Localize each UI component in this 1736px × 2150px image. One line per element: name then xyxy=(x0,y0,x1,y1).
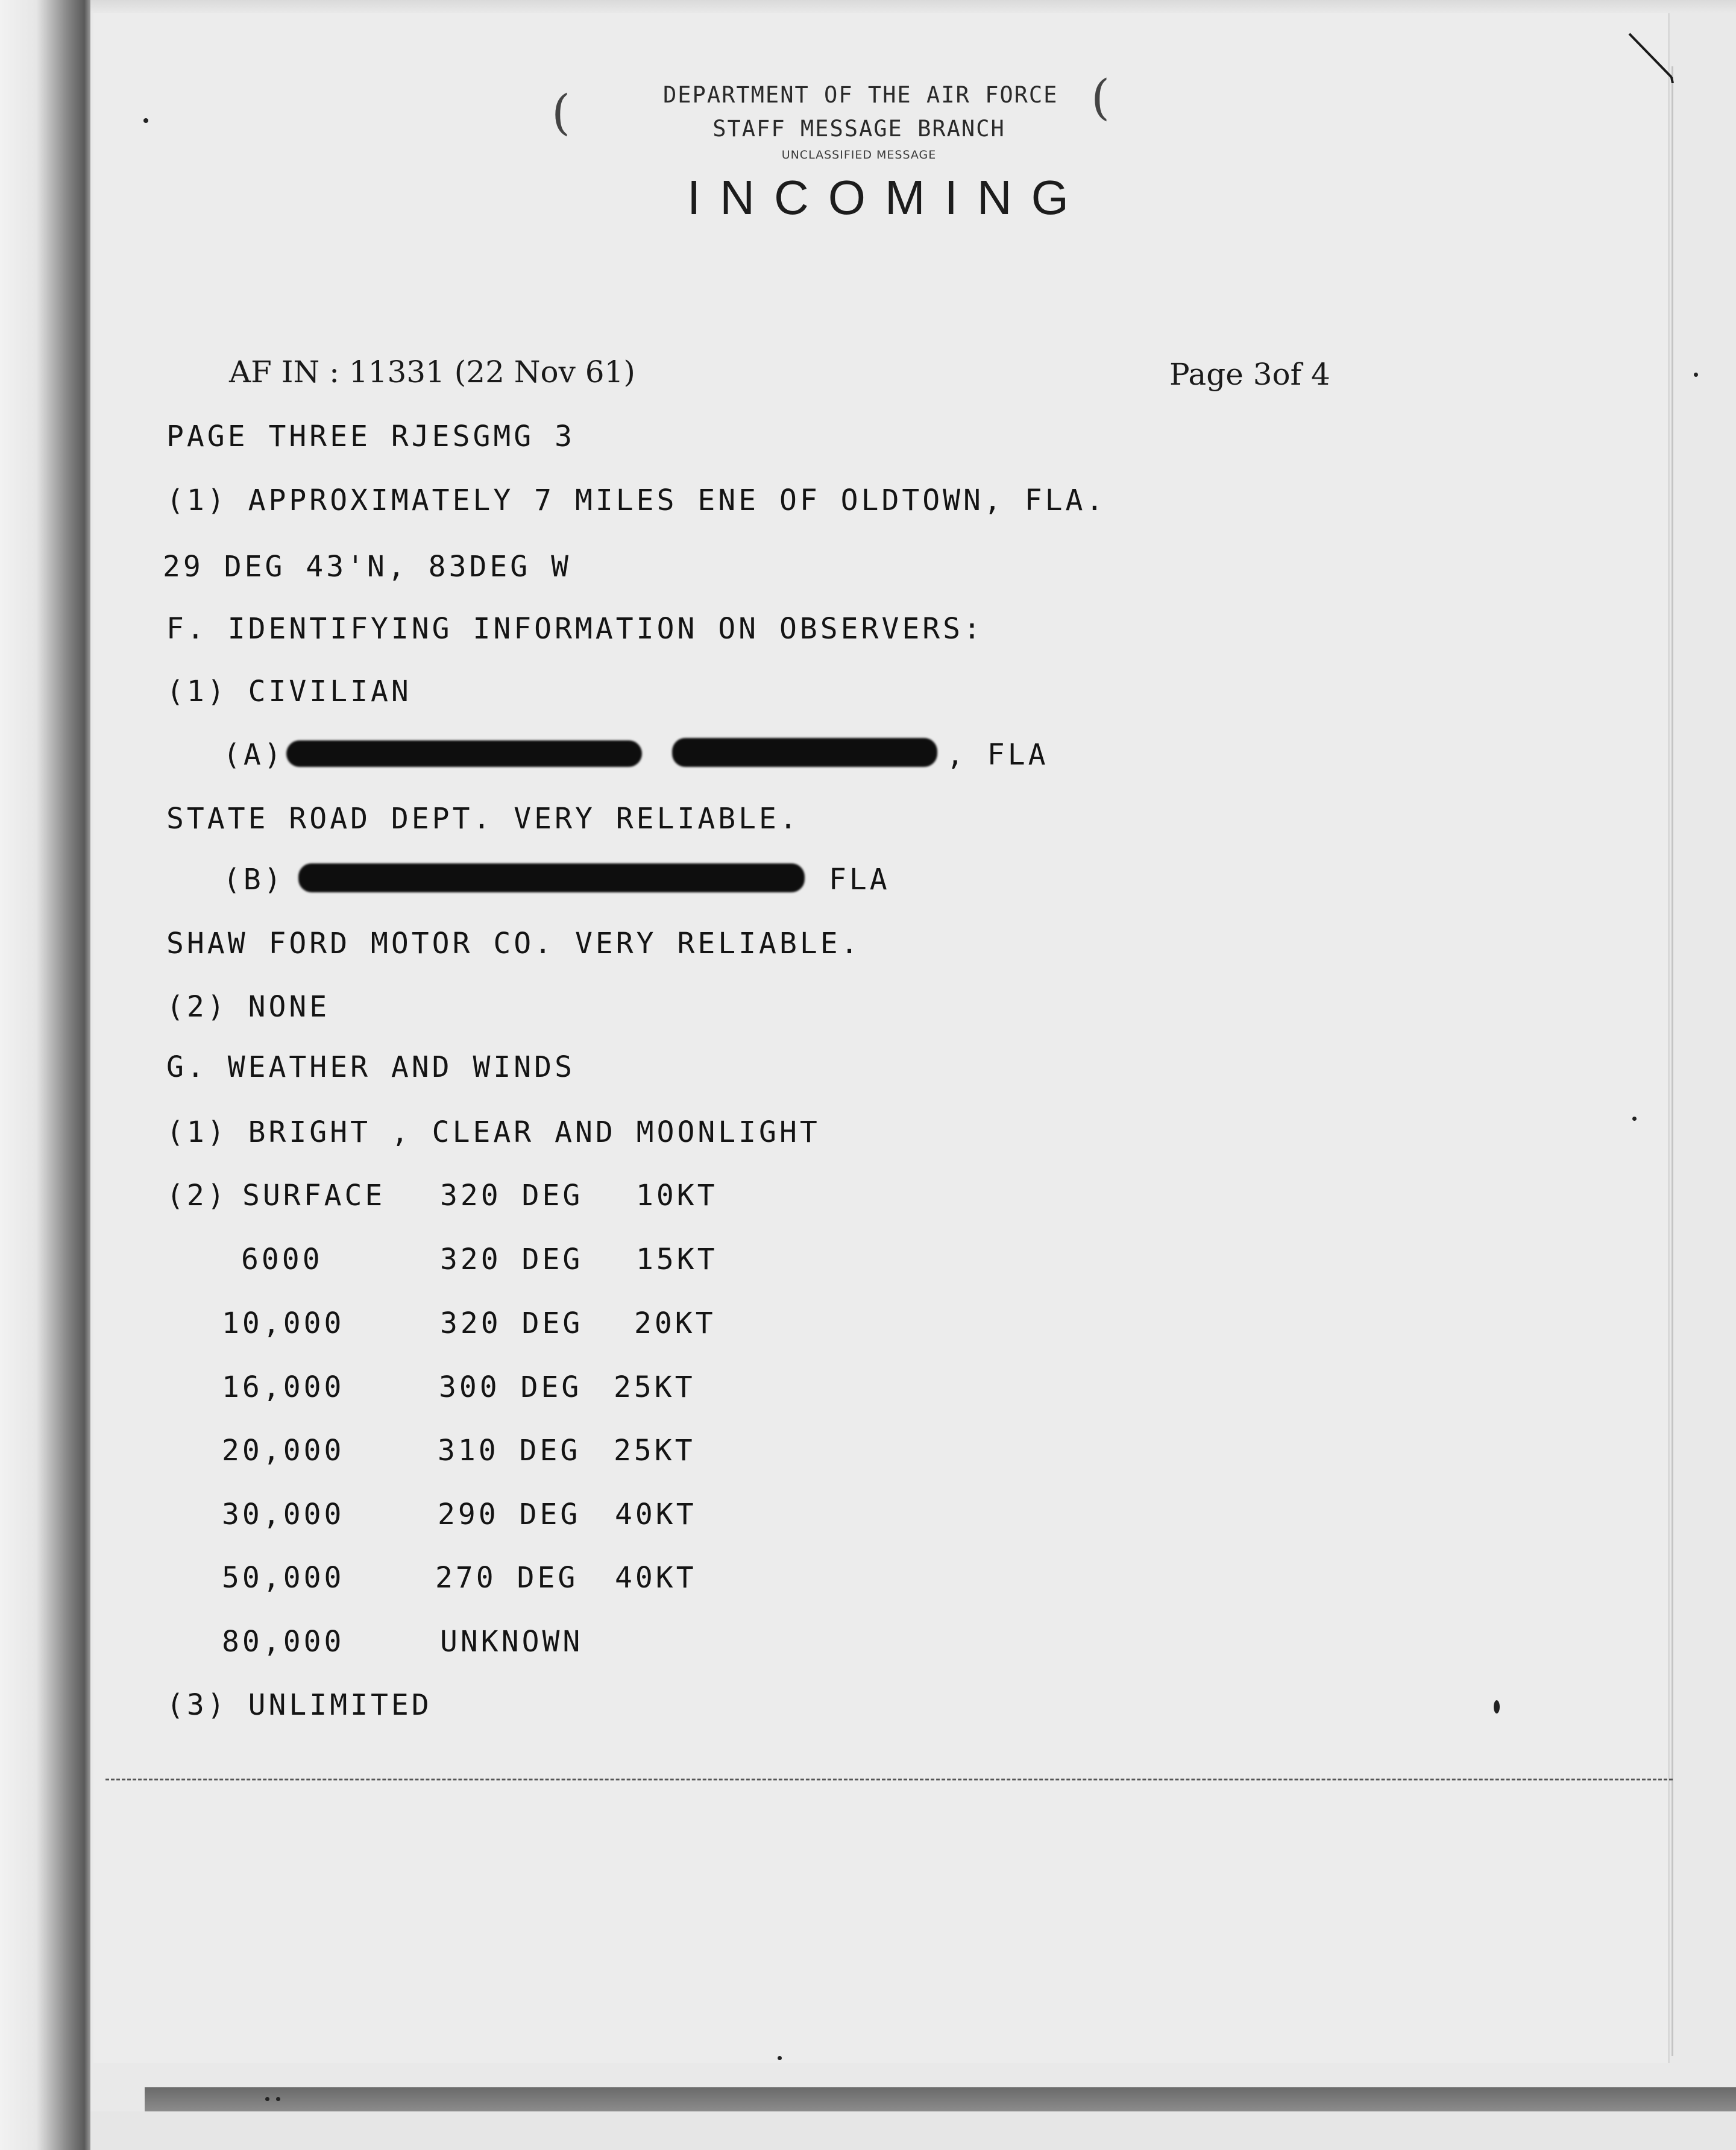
wind-altitude: 6000 xyxy=(241,1243,323,1276)
classification-label: UNCLASSIFIED MESSAGE xyxy=(781,148,937,162)
wind-altitude: 80,000 xyxy=(222,1625,345,1659)
location-line: (1) APPROXIMATELY 7 MILES ENE OF OLDTOWN, FLA. xyxy=(166,484,1107,517)
wind-row xyxy=(0,1241,844,1278)
wind-speed: 10KT xyxy=(636,1179,718,1212)
wind-speed: 25KT xyxy=(614,1370,696,1404)
message-header xyxy=(663,78,1058,164)
wind-altitude: SURFACE xyxy=(242,1179,386,1212)
observer-a-employer: STATE ROAD DEPT. VERY RELIABLE. xyxy=(166,802,800,836)
wind-speed: 25KT xyxy=(614,1434,696,1467)
wind-direction: UNKNOWN xyxy=(440,1625,583,1659)
wind-direction: 270 DEG xyxy=(435,1561,579,1595)
wind-row xyxy=(0,1177,844,1214)
wind-altitude: 20,000 xyxy=(222,1434,345,1467)
scan-speck xyxy=(1632,1117,1637,1121)
wind-altitude: 30,000 xyxy=(222,1498,345,1531)
wind-row xyxy=(0,1496,844,1533)
wind-speed: 40KT xyxy=(615,1498,697,1531)
section-f-heading: F. IDENTIFYING INFORMATION ON OBSERVERS: xyxy=(166,612,984,646)
wind-speed: 40KT xyxy=(615,1561,697,1595)
corner-fold-mark xyxy=(1624,29,1679,83)
wind-direction: 310 DEG xyxy=(438,1434,581,1467)
scan-bottom-area xyxy=(90,2111,1736,2150)
page-right-edge xyxy=(1672,66,1673,2056)
wind-row xyxy=(0,1433,844,1469)
afin-reference: AF IN : 11331 (22 Nov 61) xyxy=(229,355,635,389)
tear-line xyxy=(105,1779,1673,1780)
sky-conditions-line: (1) BRIGHT , CLEAR AND MOONLIGHT xyxy=(166,1115,820,1149)
wind-altitude: 10,000 xyxy=(222,1307,345,1340)
other-observers-line: (2) NONE xyxy=(166,990,330,1024)
scan-speck xyxy=(778,2056,782,2060)
wind-altitude: 50,000 xyxy=(222,1561,345,1595)
wind-speed: 20KT xyxy=(634,1307,716,1340)
wind-direction: 290 DEG xyxy=(438,1498,581,1531)
wind-direction: 300 DEG xyxy=(439,1370,582,1404)
observer-a-label: (A) xyxy=(223,738,285,772)
message-page xyxy=(93,13,1670,2063)
branch-name: STAFF MESSAGE BRANCH xyxy=(712,116,1005,142)
page-number: Page 3of 4 xyxy=(1169,357,1330,392)
redaction-bar xyxy=(298,863,805,892)
scan-top-edge xyxy=(90,0,1736,13)
wind-speed: 15KT xyxy=(636,1243,718,1276)
department-name: DEPARTMENT OF THE AIR FORCE xyxy=(663,82,1058,108)
page-title: INCOMING xyxy=(687,171,1088,224)
wind-row xyxy=(0,1560,844,1596)
redaction-bar xyxy=(286,740,642,767)
header-right-paren: ( xyxy=(1091,69,1110,125)
scan-speck xyxy=(143,118,148,123)
wind-altitude: 16,000 xyxy=(222,1370,345,1404)
scan-speck xyxy=(1694,373,1698,377)
scan-speck xyxy=(265,2097,269,2101)
scan-left-edge xyxy=(0,0,90,2150)
wind-direction: 320 DEG xyxy=(440,1243,583,1276)
wind-direction: 320 DEG xyxy=(440,1307,583,1340)
scan-speck xyxy=(276,2097,280,2101)
visibility-line: (3) UNLIMITED xyxy=(166,1688,432,1722)
wind-direction: 320 DEG xyxy=(440,1179,583,1212)
winds-item-label: (2) xyxy=(166,1179,228,1212)
scan-bottom-shadow xyxy=(145,2087,1736,2111)
section-g-heading: G. WEATHER AND WINDS xyxy=(166,1050,575,1084)
observer-b-label: (B) xyxy=(223,863,285,897)
redaction-bar xyxy=(672,738,937,767)
coordinates-line: 29 DEG 43'N, 83DEG W xyxy=(163,550,571,584)
wind-row xyxy=(0,1624,844,1660)
header-left-paren: ( xyxy=(552,84,571,140)
civilian-line: (1) CIVILIAN xyxy=(166,675,412,708)
observer-a-state: , FLA xyxy=(946,738,1049,772)
observer-b-employer: SHAW FORD MOTOR CO. VERY RELIABLE. xyxy=(166,927,861,960)
page-three-line: PAGE THREE RJESGMG 3 xyxy=(166,420,575,453)
observer-b-state: FLA xyxy=(829,863,890,897)
scan-speck xyxy=(1494,1700,1500,1713)
wind-row xyxy=(0,1369,844,1405)
wind-row xyxy=(0,1305,844,1341)
